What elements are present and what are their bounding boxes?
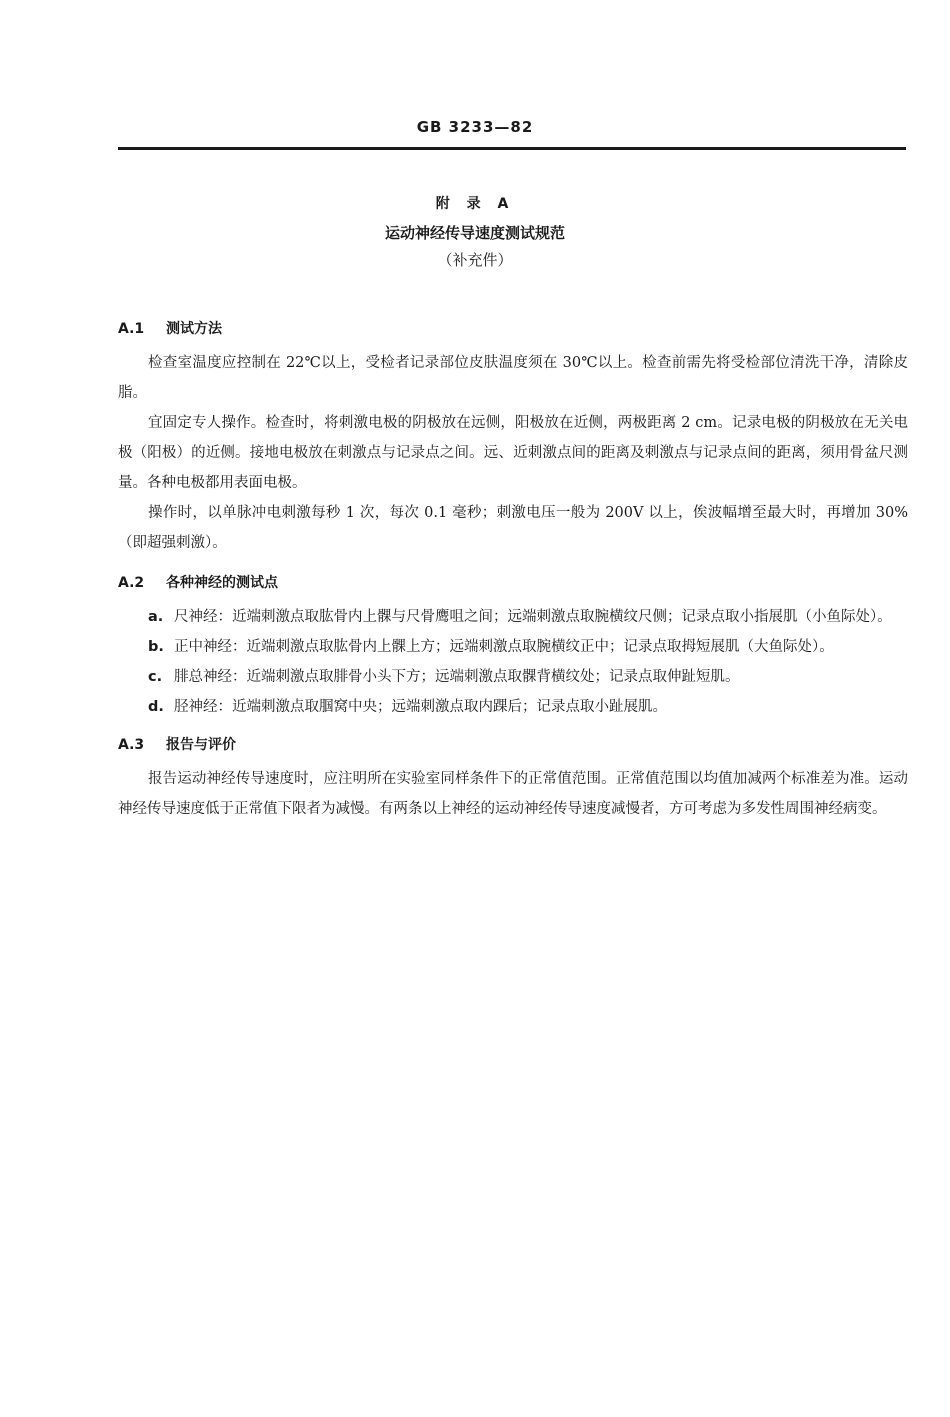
standard-number: GB 3233—82	[416, 118, 534, 136]
annex-label: 附 录 A	[435, 196, 515, 212]
section-heading	[118, 316, 908, 342]
section-title: 测试方法	[166, 321, 222, 337]
paragraph: 操作时，以单脉冲电刺激每秒 1 次，每次 0.1 毫秒；刺激电压一般为 200V 以上，俟波幅增至最大时，再增加 30%（即超强刺激）。	[118, 505, 908, 551]
item-label: b.	[148, 639, 164, 655]
item-text: 腓总神经：近端刺激点取腓骨小头下方；远端刺激点取髁背横纹处；记录点取伸趾短肌。	[174, 669, 740, 685]
paragraph: 检查室温度应控制在 22℃以上，受检者记录部位皮肤温度须在 30℃以上。检查前需先将受检部位清洗干净，清除皮脂。	[118, 355, 908, 401]
item-label: d.	[148, 699, 164, 715]
header-rule	[118, 147, 906, 150]
paragraph: 宜固定专人操作。检查时，将刺激电极的阴极放在远侧，阳极放在近侧，两极距离 2 cm。记录电极的阴极放在无关电极（阳极）的近侧。接地电极放在刺激点与记录点之间。远、近刺激点间的距离及刺激点与记录点间的距离，须用骨盆尺测量。各种电极都用表面电极。	[118, 415, 908, 491]
annex-title-block	[0, 192, 950, 273]
paragraph: 报告运动神经传导速度时，应注明所在实验室同样条件下的正常值范围。正常值范围以均值加减两个标准差为准。运动神经传导速度低于正常值下限者为减慢。有两条以上神经的运动神经传导速度减慢者，方可考虑为多发性周围神经病变。	[118, 771, 908, 817]
section-a3	[118, 732, 908, 824]
item-text: 胫神经：近端刺激点取腘窝中央；远端刺激点取内踝后；记录点取小趾展肌。	[174, 699, 667, 715]
annex-subtitle: （补充件）	[437, 251, 513, 269]
section-number: A.3	[118, 737, 145, 753]
section-number: A.1	[118, 321, 145, 337]
item-text: 尺神经：近端刺激点取肱骨内上髁与尺骨鹰咀之间；远端刺激点取腕横纹尺侧；记录点取小指展肌（小鱼际处）。	[174, 609, 892, 625]
section-heading	[118, 570, 908, 596]
list-item	[118, 692, 908, 722]
section-heading	[118, 732, 908, 758]
section-a1	[118, 316, 908, 558]
section-title: 各种神经的测试点	[166, 575, 278, 591]
list-item	[118, 602, 908, 632]
item-label: c.	[148, 669, 163, 685]
section-title: 报告与评价	[166, 737, 236, 753]
item-text: 正中神经：近端刺激点取肱骨内上髁上方；远端刺激点取腕横纹正中；记录点取拇短展肌（大鱼际处）。	[174, 639, 834, 655]
annex-content	[118, 316, 908, 824]
section-a2	[118, 570, 908, 722]
list-item	[118, 632, 908, 662]
list-item	[118, 662, 908, 692]
annex-title: 运动神经传导速度测试规范	[384, 224, 565, 242]
section-number: A.2	[118, 575, 145, 591]
item-label: a.	[148, 609, 164, 625]
